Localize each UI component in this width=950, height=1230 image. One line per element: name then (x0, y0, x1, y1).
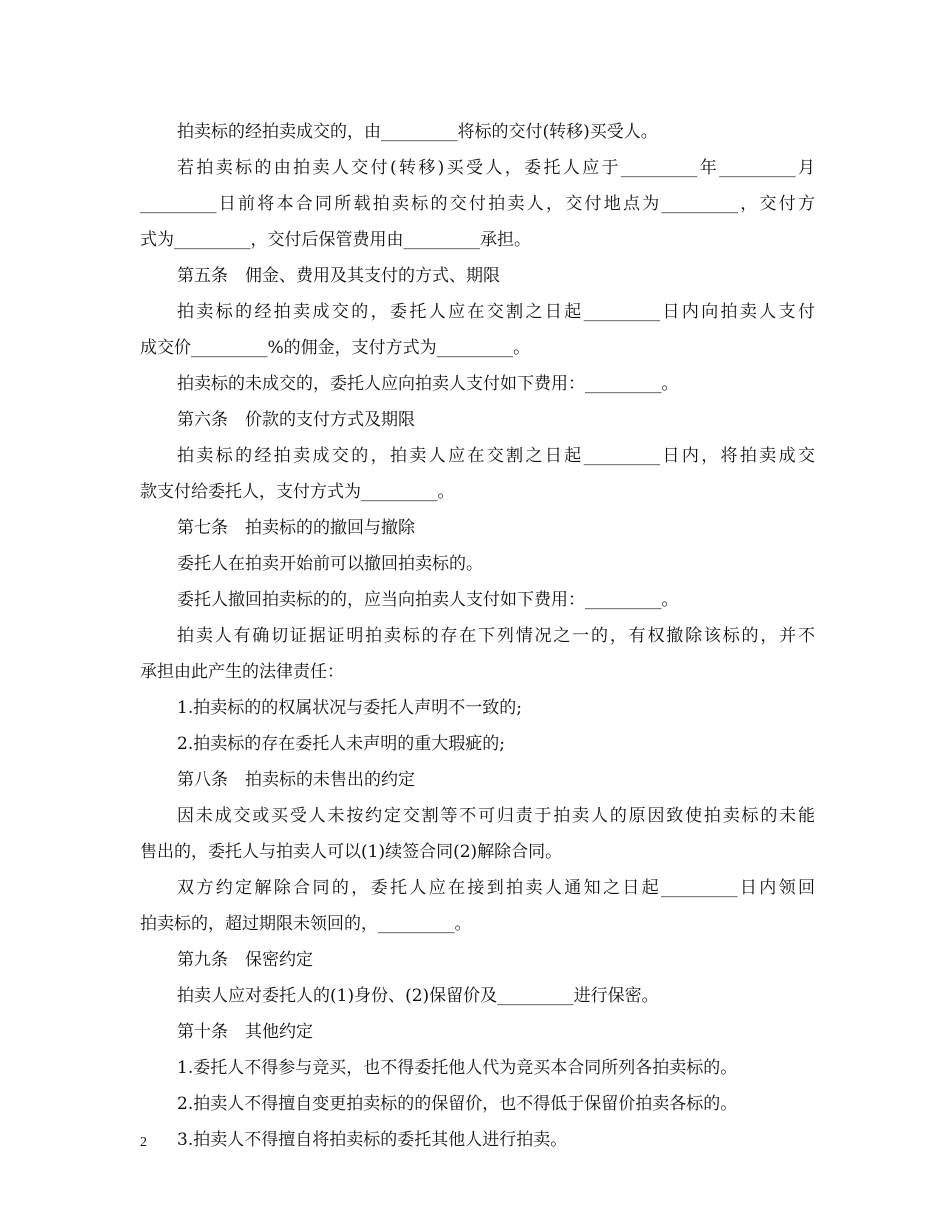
page-number: 2 (140, 1135, 147, 1150)
paragraph-line: 拍卖人应对委托人的(1)身份、(2)保留价及_________进行保密。 (177, 986, 659, 1006)
section-heading: 第七条 拍卖标的的撤回与撤除 (177, 518, 415, 538)
paragraph-line: 拍卖人有确切证据证明拍卖标的存在下列情况之一的，有权撤除该标的，并不 (177, 626, 815, 646)
paragraph-line: 若拍卖标的由拍卖人交付(转移)买受人，委托人应于_________年_________月 (177, 158, 815, 178)
paragraph-line: 因未成交或买受人未按约定交割等不可归责于拍卖人的原因致使拍卖标的未能 (177, 806, 815, 826)
section-heading: 第九条 保密约定 (177, 950, 313, 970)
paragraph-line: 式为_________，交付后保管费用由_________承担。 (140, 230, 531, 250)
paragraph-line: 拍卖标的经拍卖成交的，委托人应在交割之日起_________日内向拍卖人支付 (177, 302, 815, 322)
paragraph-line: 承担由此产生的法律责任： (140, 662, 344, 682)
paragraph-line: 拍卖标的，超过期限未领回的，_________。 (140, 914, 472, 934)
section-heading: 第五条 佣金、费用及其支付的方式、期限 (177, 266, 500, 286)
list-item: 3.拍卖人不得擅自将拍卖标的委托其他人进行拍卖。 (177, 1130, 568, 1150)
list-item: 2.拍卖标的存在委托人未声明的重大瑕疵的; (177, 734, 505, 754)
section-heading: 第六条 价款的支付方式及期限 (177, 410, 415, 430)
contract-body (140, 114, 815, 1158)
section-heading: 第十条 其他约定 (177, 1022, 313, 1042)
paragraph-line: 拍卖标的经拍卖成交的，拍卖人应在交割之日起_________日内，将拍卖成交 (177, 446, 815, 466)
section-heading: 第八条 拍卖标的未售出的约定 (177, 770, 415, 790)
list-item: 1.委托人不得参与竞买，也不得委托他人代为竞买本合同所列各拍卖标的。 (177, 1058, 738, 1078)
paragraph-line: _________日前将本合同所载拍卖标的交付拍卖人，交付地点为_________，交付方 (140, 194, 815, 214)
paragraph-line: 款支付给委托人，支付方式为_________。 (140, 482, 455, 502)
list-item: 1.拍卖标的的权属状况与委托人声明不一致的; (177, 698, 522, 718)
paragraph-line: 售出的，委托人与拍卖人可以(1)续签合同(2)解除合同。 (140, 842, 563, 862)
paragraph-line: 双方约定解除合同的，委托人应在接到拍卖人通知之日起_________日内领回 (177, 878, 815, 898)
paragraph-line: 委托人撤回拍卖标的的，应当向拍卖人支付如下费用：_________。 (177, 590, 679, 610)
paragraph-line: 委托人在拍卖开始前可以撤回拍卖标的。 (177, 554, 483, 574)
list-item: 2.拍卖人不得擅自变更拍卖标的的保留价，也不得低于保留价拍卖各标的。 (177, 1094, 738, 1114)
paragraph-line: 拍卖标的未成交的，委托人应向拍卖人支付如下费用：_________。 (177, 374, 679, 394)
paragraph-line: 拍卖标的经拍卖成交的，由_________将标的交付(转移)买受人。 (177, 122, 658, 142)
paragraph-line: 成交价_________%的佣金，支付方式为_________。 (140, 338, 531, 358)
